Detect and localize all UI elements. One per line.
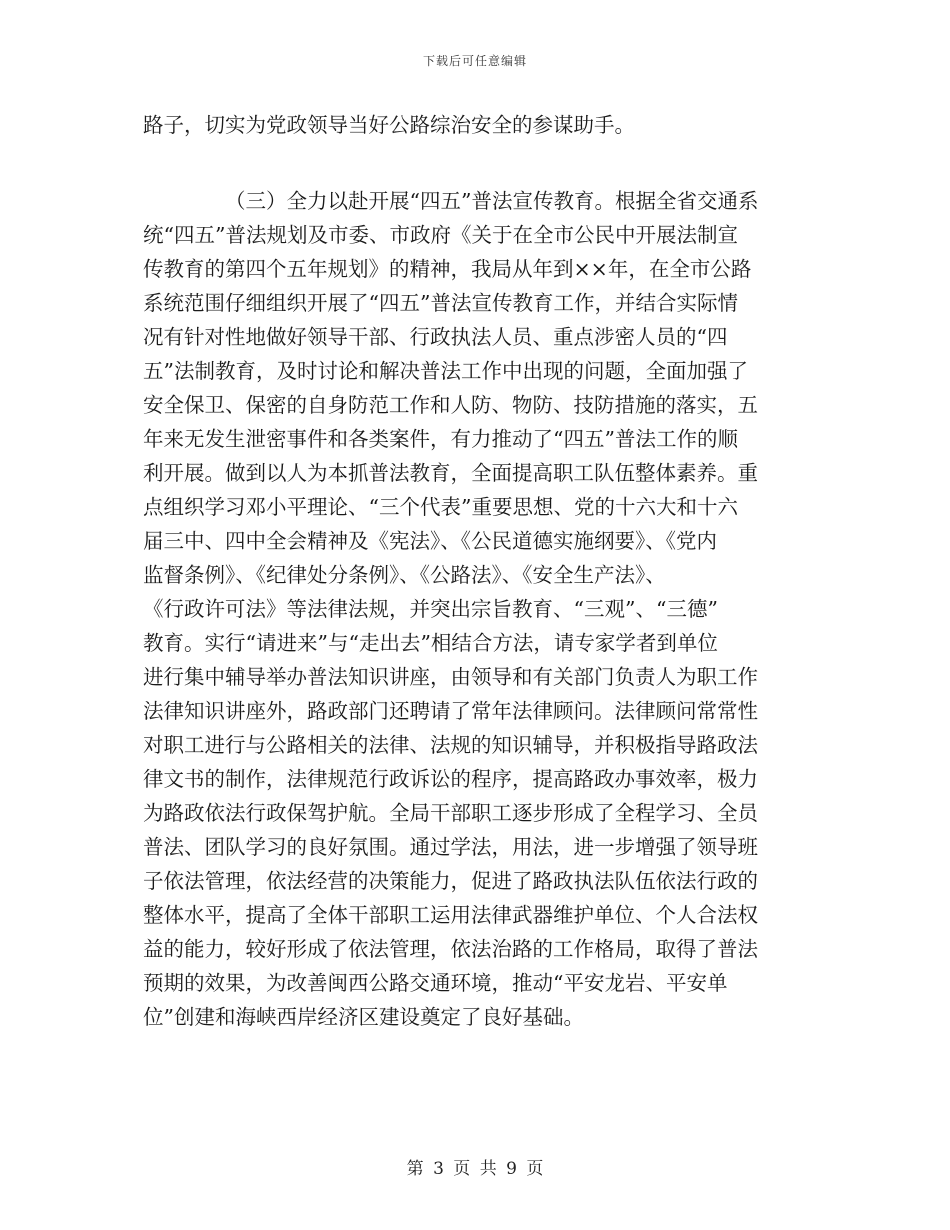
text-line: 利开展。做到以人为本抓普法教育，全面提高职工队伍整体素养。重 <box>143 461 758 485</box>
text-line: 法律知识讲座外，路政部门还聘请了常年法律顾问。法律顾问常常性 <box>143 699 758 723</box>
text-line: 普法、团队学习的良好氛围。通过学法，用法，进一步增强了领导班 <box>143 835 758 859</box>
text-line: 点组织学习邓小平理论、“三个代表”重要思想、党的十六大和十六 <box>143 495 738 519</box>
text-line: 位”创建和海峡西岸经济区建设奠定了良好基础。 <box>143 1005 584 1029</box>
text-line: 系统范围仔细组织开展了“四五”普法宣传教育工作，并结合实际情 <box>143 291 738 315</box>
text-line: 预期的效果，为改善闽西公路交通环境，推动“平安龙岩、平安单 <box>143 971 728 995</box>
text-line: 路子，切实为党政领导当好公路综治安全的参谋助手。 <box>143 113 635 137</box>
text-line: 况有针对性地做好领导干部、行政执法人员、重点涉密人员的“四 <box>143 325 728 349</box>
text-line: 教育。实行“请进来”与“走出去”相结合方法，请专家学者到单位 <box>143 631 718 655</box>
text-line: 律文书的制作，法律规范行政诉讼的程序，提高路政办事效率，极力 <box>143 767 758 791</box>
paragraph-gap <box>143 142 813 184</box>
page-number-footer: 第 3 页 共 9 页 <box>406 1159 544 1179</box>
text-line: 年来无发生泄密事件和各类案件，有力推动了“四五”普法工作的顺 <box>143 427 738 451</box>
text-line: 为路政依法行政保驾护航。全局干部职工逐步形成了全程学习、全员 <box>143 801 758 825</box>
text-line: 进行集中辅导举办普法知识讲座，由领导和有关部门负责人为职工作 <box>143 665 758 689</box>
text-line: 《行政许可法》等法律法规，并突出宗旨教育、“三观”、“三德” <box>143 597 718 621</box>
text-line: 届三中、四中全会精神及《宪法》、《公民道德实施纲要》、《党内 <box>143 529 717 553</box>
text-line: 五”法制教育，及时讨论和解决普法工作中出现的问题，全面加强了 <box>143 359 748 383</box>
text-line: 监督条例》、《纪律处分条例》、《公路法》、《安全生产法》、 <box>143 563 666 587</box>
text-line: 整体水平，提高了全体干部职工运用法律武器维护单位、个人合法权 <box>143 903 758 927</box>
text-line: 对职工进行与公路相关的法律、法规的知识辅导，并积极指导路政法 <box>143 733 758 757</box>
text-line: 统“四五”普法规划及市委、市政府《关于在全市公民中开展法制宣 <box>143 223 738 247</box>
text-line: 益的能力，较好形成了依法管理，依法治路的工作格局，取得了普法 <box>143 937 758 961</box>
page-header-note: 下载后可任意编辑 <box>422 54 527 68</box>
document-body <box>143 108 813 1034</box>
section-heading-line: （三）全力以赴开展“四五”普法宣传教育。根据全省交通系 <box>225 189 759 213</box>
text-line: 传教育的第四个五年规划》的精神，我局从年到××年，在全市公路 <box>143 257 752 281</box>
text-line: 子依法管理，依法经营的决策能力，促进了路政执法队伍依法行政的 <box>143 869 758 893</box>
text-line: 安全保卫、保密的自身防范工作和人防、物防、技防措施的落实，五 <box>143 393 758 417</box>
